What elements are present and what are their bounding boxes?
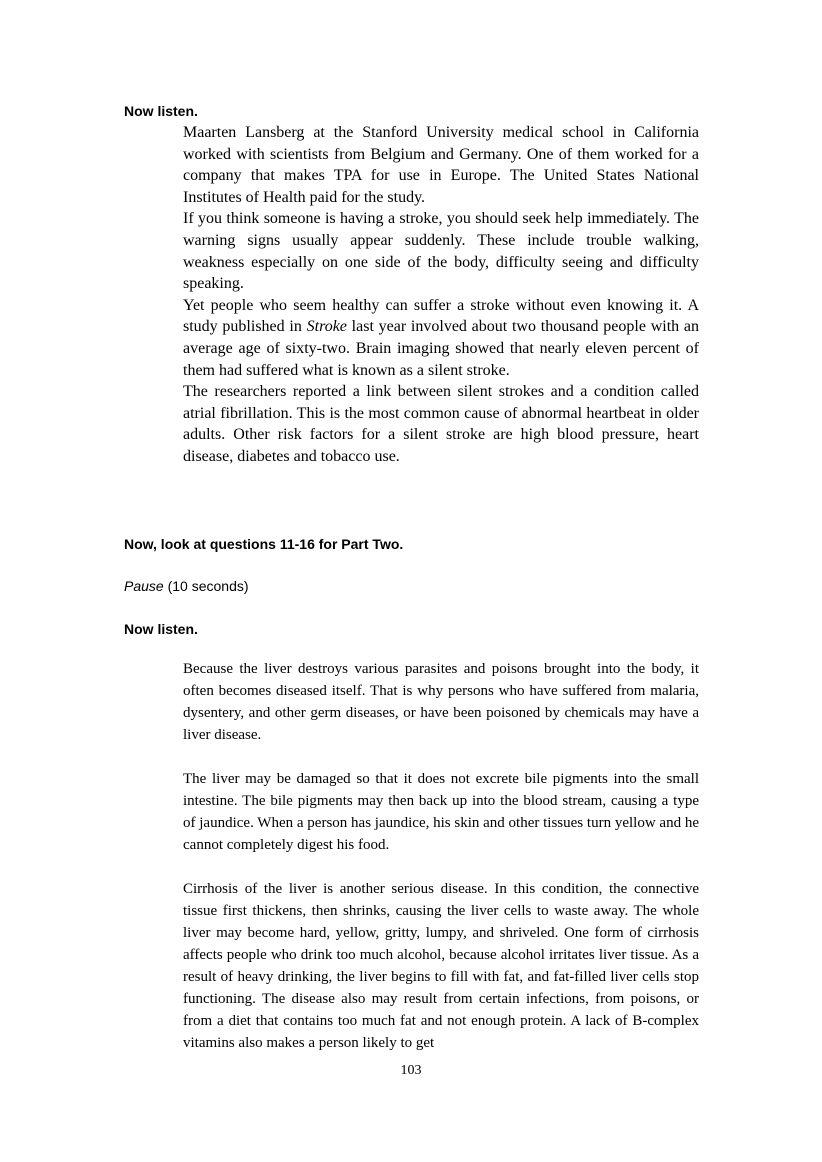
pause-duration: (10 seconds)	[163, 578, 249, 594]
passage-paragraph: Cirrhosis of the liver is another serious disease. In this condition, the connective tissue first thickens, then shrinks, causing the liver cells to waste away. The whole liver may become hard, yellow, gritty, lumpy, and shriveled. One form of cirrhosis affects people who drink too much alcohol, because alcohol irritates liver tissue. As a result of heavy drinking, the liver begins to fill with fat, and fat-filled liver cells stop functioning. The disease also may result from certain infections, from poisons, or from a diet that contains too much fat and not enough protein. A lack of B-complex vitamins also makes a person likely to get	[183, 881, 699, 1051]
now-listen-heading-2: Now listen.	[124, 621, 198, 637]
page-number: 103	[400, 1063, 422, 1078]
passage-paragraph	[183, 295, 699, 381]
passage-paragraph: Because the liver destroys various parasites and poisons brought into the body, it often becomes diseased itself. That is why persons who have suffered from malaria, dysentery, and other germ diseases, or have been poisoned by chemicals may have a liver disease.	[183, 661, 699, 743]
passage-paragraph: If you think someone is having a stroke, you should seek help immediately. The warning signs usually appear suddenly. These include trouble walking, weakness especially on one side of the body, difficulty seeing and difficulty speaking.	[183, 210, 699, 293]
now-listen-heading: Now listen.	[124, 103, 198, 119]
paragraph-text: last year involved about two thousand people with an average age of sixty-two. Brain imaging showed that nearly eleven percent of them had suffered what is known as a silent stroke.	[183, 318, 699, 379]
passage-paragraph: The researchers reported a link between silent strokes and a condition called atrial fibrillation. This is the most common cause of abnormal heartbeat in older adults. Other risk factors for a silent stroke are high blood pressure, heart disease, diabetes and tobacco use.	[183, 383, 699, 465]
journal-title: Stroke	[306, 318, 347, 336]
part-two-heading: Now, look at questions 11-16 for Part Two.	[124, 536, 404, 552]
pause-instruction	[124, 577, 249, 595]
passage-paragraph: The liver may be damaged so that it does not excrete bile pigments into the small intestine. The bile pigments may then back up into the blood stream, causing a type of jaundice. When a person has jaundice, his skin and other tissues turn yellow and he cannot completely digest his food.	[183, 771, 699, 853]
liver-passage	[183, 658, 699, 1054]
paragraph-text: Yet people who seem healthy can suffer a stroke without even knowing it. A study published in	[183, 296, 699, 336]
passage-paragraph: Maarten Lansberg at the Stanford University medical school in California worked with scientists from Belgium and Germany. One of them worked for a company that makes TPA for use in Europe. The United States National Institutes of Health paid for the study.	[183, 124, 699, 206]
stroke-passage	[183, 122, 699, 468]
pause-word: Pause	[124, 578, 164, 594]
